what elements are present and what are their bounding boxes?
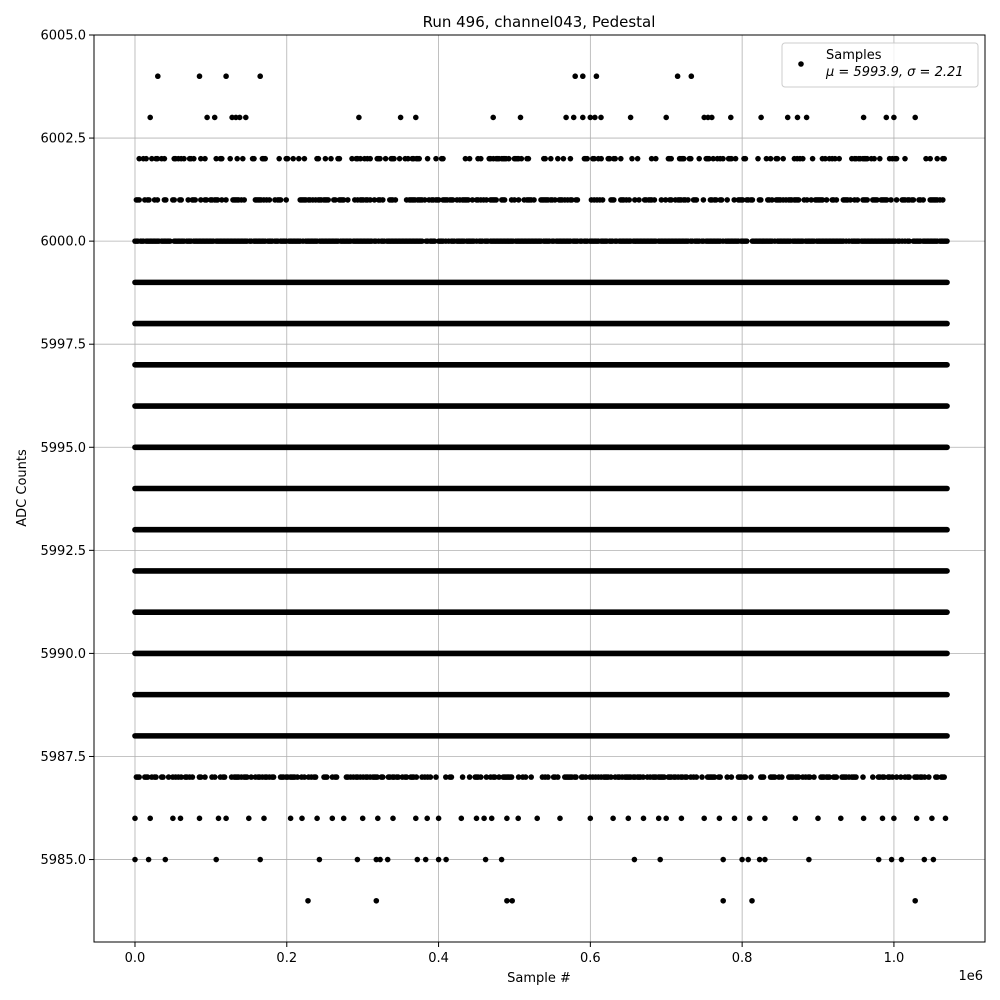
- x-tick-label: 1.0: [883, 951, 905, 966]
- sample-point: [213, 857, 219, 863]
- sample-point: [162, 156, 168, 162]
- sample-point: [234, 156, 240, 162]
- sample-point: [653, 156, 659, 162]
- sample-point: [635, 156, 641, 162]
- sample-point: [243, 115, 249, 121]
- sample-point: [795, 115, 801, 121]
- chart-title: Run 496, channel043, Pedestal: [422, 13, 656, 31]
- sample-point: [906, 774, 912, 780]
- sample-point: [641, 816, 647, 822]
- sample-point: [489, 816, 495, 822]
- sample-point: [132, 816, 138, 822]
- sample-point: [717, 774, 723, 780]
- sample-point: [261, 816, 267, 822]
- sample-point: [568, 156, 574, 162]
- sample-point: [288, 816, 294, 822]
- sample-point: [367, 156, 373, 162]
- sample-point: [618, 156, 624, 162]
- sample-point: [499, 857, 505, 863]
- sample-point: [285, 156, 291, 162]
- sample-point: [679, 816, 685, 822]
- sample-point: [302, 156, 308, 162]
- sample-point: [699, 774, 705, 780]
- x-axis-offset-label: 1e6: [958, 969, 983, 984]
- sample-point: [701, 816, 707, 822]
- sample-point: [626, 816, 632, 822]
- sample-point: [299, 816, 305, 822]
- sample-point: [241, 197, 247, 203]
- sample-point: [262, 156, 268, 162]
- sample-point: [190, 774, 196, 780]
- sample-point: [385, 857, 391, 863]
- sample-point: [223, 73, 229, 79]
- sample-point: [815, 816, 821, 822]
- sample-point: [171, 197, 177, 203]
- sample-point: [800, 156, 806, 162]
- sample-point: [460, 774, 466, 780]
- sample-point: [257, 73, 263, 79]
- y-tick-label: 5987.5: [40, 749, 86, 765]
- sample-point: [377, 857, 383, 863]
- sample-point: [192, 197, 198, 203]
- sample-point: [709, 115, 715, 121]
- sample-point: [425, 156, 431, 162]
- sample-point: [575, 197, 581, 203]
- sample-point: [528, 774, 534, 780]
- sample-point: [940, 197, 946, 203]
- legend-marker: [798, 61, 804, 67]
- sample-point: [313, 774, 319, 780]
- sample-point: [324, 774, 330, 780]
- sample-point: [423, 857, 429, 863]
- sample-point: [509, 774, 515, 780]
- sample-point: [834, 197, 840, 203]
- sample-point: [762, 816, 768, 822]
- sample-point: [657, 857, 663, 863]
- y-tick-label: 6005.0: [40, 28, 86, 44]
- sample-point: [584, 156, 590, 162]
- sample-point: [356, 115, 362, 121]
- sample-point: [519, 156, 525, 162]
- legend: [782, 43, 978, 87]
- sample-point: [864, 197, 870, 203]
- sample-point: [197, 816, 203, 822]
- sample-point: [912, 898, 918, 904]
- sample-point: [720, 898, 726, 904]
- sample-point: [724, 197, 730, 203]
- sample-point: [516, 197, 522, 203]
- sample-point: [393, 197, 399, 203]
- sample-point: [490, 115, 496, 121]
- sample-point: [483, 857, 489, 863]
- y-tick-label: 5997.5: [40, 337, 86, 353]
- sample-point: [793, 816, 799, 822]
- sample-point: [861, 115, 867, 121]
- sample-point: [922, 857, 928, 863]
- sample-point: [652, 197, 658, 203]
- sample-point: [163, 857, 169, 863]
- sample-point: [747, 816, 753, 822]
- sample-point: [891, 115, 897, 121]
- sample-point: [278, 197, 284, 203]
- sample-point: [717, 816, 723, 822]
- sample-point: [594, 73, 600, 79]
- sample-point: [902, 156, 908, 162]
- sample-point: [375, 816, 381, 822]
- sample-point: [257, 857, 263, 863]
- sample-point: [944, 238, 950, 244]
- sample-point: [153, 774, 159, 780]
- sample-point: [146, 197, 152, 203]
- y-tick-label: 6002.5: [40, 131, 86, 147]
- sample-point: [449, 774, 455, 780]
- sample-point: [920, 197, 926, 203]
- sample-point: [212, 774, 218, 780]
- sample-point: [612, 156, 618, 162]
- sample-point: [534, 816, 540, 822]
- sample-point: [750, 197, 756, 203]
- sample-point: [934, 156, 940, 162]
- sample-point: [251, 156, 257, 162]
- sample-point: [744, 238, 750, 244]
- sample-point: [571, 115, 577, 121]
- sample-point: [626, 197, 632, 203]
- sample-point: [931, 857, 937, 863]
- sample-point: [861, 816, 867, 822]
- sample-point: [720, 156, 726, 162]
- sample-point: [806, 857, 812, 863]
- sample-point: [588, 816, 594, 822]
- y-tick-label: 5995.0: [40, 440, 86, 456]
- sample-point: [775, 156, 781, 162]
- sample-point: [146, 857, 152, 863]
- sample-point: [325, 197, 331, 203]
- sample-point: [504, 898, 510, 904]
- sample-point: [749, 898, 755, 904]
- sample-point: [197, 73, 203, 79]
- sample-point: [834, 774, 840, 780]
- sample-point: [415, 857, 421, 863]
- data-points: [132, 73, 950, 903]
- sample-point: [136, 197, 142, 203]
- sample-point: [191, 156, 197, 162]
- sample-point: [870, 774, 876, 780]
- sample-point: [911, 197, 917, 203]
- sample-point: [927, 156, 933, 162]
- sample-point: [685, 197, 691, 203]
- sample-point: [345, 197, 351, 203]
- sample-point: [328, 156, 334, 162]
- sample-point: [515, 816, 521, 822]
- sample-point: [838, 816, 844, 822]
- sample-point: [762, 857, 768, 863]
- y-axis-label: ADC Counts: [15, 449, 30, 527]
- sample-point: [509, 898, 515, 904]
- sample-point: [580, 73, 586, 79]
- sample-point: [170, 816, 176, 822]
- sample-point: [729, 774, 735, 780]
- sample-point: [681, 156, 687, 162]
- sample-point: [941, 156, 947, 162]
- sample-point: [733, 156, 739, 162]
- sample-point: [914, 816, 920, 822]
- sample-point: [355, 857, 361, 863]
- sample-point: [481, 816, 487, 822]
- sample-point: [785, 115, 791, 121]
- sample-point: [688, 156, 694, 162]
- sample-point: [181, 156, 187, 162]
- sample-point: [860, 774, 866, 780]
- sample-point: [147, 816, 153, 822]
- sample-point: [436, 857, 442, 863]
- sample-point: [178, 816, 184, 822]
- sample-point: [413, 816, 419, 822]
- sample-point: [317, 857, 323, 863]
- x-tick-label: 0.4: [428, 951, 449, 966]
- sample-point: [433, 774, 439, 780]
- sample-point: [436, 816, 442, 822]
- sample-point: [891, 816, 897, 822]
- sample-point: [912, 115, 918, 121]
- sample-point: [563, 115, 569, 121]
- sample-point: [796, 197, 802, 203]
- sample-point: [561, 156, 567, 162]
- sample-point: [610, 816, 616, 822]
- sample-point: [504, 816, 510, 822]
- sample-point: [223, 197, 229, 203]
- sample-point: [414, 774, 420, 780]
- sample-point: [871, 156, 877, 162]
- sample-point: [611, 197, 617, 203]
- sample-point: [694, 774, 700, 780]
- sample-point: [739, 857, 745, 863]
- sample-point: [428, 774, 434, 780]
- sample-point: [628, 115, 634, 121]
- sample-point: [743, 774, 749, 780]
- sample-point: [728, 115, 734, 121]
- sample-point: [743, 156, 749, 162]
- sample-point: [824, 197, 830, 203]
- sample-point: [545, 774, 551, 780]
- sample-point: [701, 197, 707, 203]
- sample-point: [413, 115, 419, 121]
- y-tick-label: 5992.5: [40, 543, 86, 559]
- sample-point: [341, 816, 347, 822]
- sample-point: [330, 816, 336, 822]
- sample-point: [147, 115, 153, 121]
- sample-point: [629, 156, 635, 162]
- sample-point: [598, 156, 604, 162]
- sample-point: [811, 774, 817, 780]
- sample-point: [424, 816, 430, 822]
- sample-point: [526, 156, 532, 162]
- sample-point: [478, 156, 484, 162]
- x-tick-label: 0.6: [580, 951, 601, 966]
- x-tick-label: 0.8: [731, 951, 753, 966]
- sample-point: [202, 774, 208, 780]
- legend-stats: μ = 5993.9, σ = 2.21: [826, 65, 964, 80]
- sample-point: [360, 816, 366, 822]
- sample-point: [143, 156, 149, 162]
- sample-point: [592, 115, 598, 121]
- sample-point: [305, 898, 311, 904]
- sample-point: [696, 156, 702, 162]
- sample-point: [314, 816, 320, 822]
- sample-point: [580, 115, 586, 121]
- sample-point: [380, 197, 386, 203]
- sample-point: [271, 774, 277, 780]
- sample-point: [755, 156, 761, 162]
- sample-point: [894, 156, 900, 162]
- sample-point: [276, 156, 282, 162]
- sample-point: [929, 816, 935, 822]
- sample-point: [155, 73, 161, 79]
- sample-point: [663, 115, 669, 121]
- sample-point: [768, 156, 774, 162]
- sample-point: [888, 197, 894, 203]
- sample-point: [374, 898, 380, 904]
- sample-point: [884, 115, 890, 121]
- sample-point: [443, 857, 449, 863]
- sample-point: [758, 115, 764, 121]
- sample-point: [745, 857, 751, 863]
- sample-point: [493, 197, 499, 203]
- sample-point: [390, 816, 396, 822]
- sample-point: [810, 156, 816, 162]
- sample-point: [780, 156, 786, 162]
- x-axis-label: Sample #: [507, 971, 571, 986]
- sample-point: [668, 156, 674, 162]
- sample-point: [598, 115, 604, 121]
- sample-point: [398, 115, 404, 121]
- sample-point: [694, 197, 700, 203]
- sample-point: [748, 774, 754, 780]
- sample-point: [555, 774, 561, 780]
- sample-point: [136, 774, 142, 780]
- sample-point: [323, 156, 329, 162]
- sample-point: [216, 816, 222, 822]
- sample-point: [502, 197, 508, 203]
- sample-point: [433, 156, 439, 162]
- sample-point: [880, 816, 886, 822]
- sample-point: [779, 774, 785, 780]
- sample-point: [223, 816, 229, 822]
- sample-point: [757, 857, 763, 863]
- y-tick-label: 5985.0: [40, 853, 86, 869]
- sample-point: [926, 774, 932, 780]
- sample-point: [542, 156, 548, 162]
- sample-point: [555, 156, 561, 162]
- sample-point: [518, 115, 524, 121]
- sample-point: [155, 197, 161, 203]
- sample-point: [720, 857, 726, 863]
- sample-point: [478, 774, 484, 780]
- sample-point: [548, 156, 554, 162]
- sample-point: [572, 73, 578, 79]
- sample-point: [246, 816, 252, 822]
- sample-point: [804, 115, 810, 121]
- sample-point: [459, 816, 465, 822]
- sample-point: [202, 156, 208, 162]
- x-tick-label: 0.0: [124, 951, 146, 966]
- sample-point: [761, 774, 767, 780]
- sample-point: [204, 115, 210, 121]
- sample-point: [377, 156, 383, 162]
- legend-series-name: Samples: [826, 48, 882, 63]
- sample-point: [219, 156, 225, 162]
- sample-point: [337, 156, 343, 162]
- x-tick-label: 0.2: [276, 951, 298, 966]
- sample-point: [290, 156, 296, 162]
- sample-point: [943, 816, 949, 822]
- sample-point: [334, 774, 340, 780]
- sample-point: [632, 857, 638, 863]
- sample-point: [283, 197, 289, 203]
- sample-point: [163, 197, 169, 203]
- sample-point: [440, 156, 446, 162]
- sample-point: [853, 774, 859, 780]
- sample-point: [212, 115, 218, 121]
- sample-point: [160, 774, 166, 780]
- sample-point: [316, 156, 322, 162]
- sample-point: [889, 857, 895, 863]
- sample-point: [899, 857, 905, 863]
- sample-point: [391, 156, 397, 162]
- sample-point: [689, 73, 695, 79]
- sample-point: [675, 73, 681, 79]
- sample-point: [240, 156, 246, 162]
- sample-point: [237, 115, 243, 121]
- sample-point: [227, 156, 233, 162]
- sample-point: [397, 156, 403, 162]
- sample-point: [894, 197, 900, 203]
- sample-point: [600, 197, 606, 203]
- sample-point: [178, 197, 184, 203]
- sample-point: [719, 197, 725, 203]
- sample-point: [506, 156, 512, 162]
- sample-point: [523, 774, 529, 780]
- sample-point: [855, 197, 861, 203]
- sample-point: [656, 816, 662, 822]
- sample-point: [732, 816, 738, 822]
- y-tick-label: 5990.0: [40, 646, 86, 662]
- sample-point: [573, 774, 579, 780]
- sample-point: [941, 774, 947, 780]
- sample-point: [531, 197, 537, 203]
- sample-point: [267, 197, 273, 203]
- sample-point: [296, 156, 302, 162]
- sample-point: [474, 816, 480, 822]
- sample-point: [383, 156, 389, 162]
- sample-point: [467, 156, 473, 162]
- sample-point: [416, 156, 422, 162]
- sample-point: [467, 774, 473, 780]
- sample-point: [557, 816, 563, 822]
- sample-point: [877, 156, 883, 162]
- sample-point: [380, 774, 386, 780]
- sample-point: [663, 816, 669, 822]
- sample-point: [132, 857, 138, 863]
- y-tick-label: 6000.0: [40, 234, 86, 250]
- sample-point: [636, 197, 642, 203]
- sample-point: [876, 857, 882, 863]
- sample-point: [758, 197, 764, 203]
- sample-point: [222, 774, 228, 780]
- sample-point: [836, 156, 842, 162]
